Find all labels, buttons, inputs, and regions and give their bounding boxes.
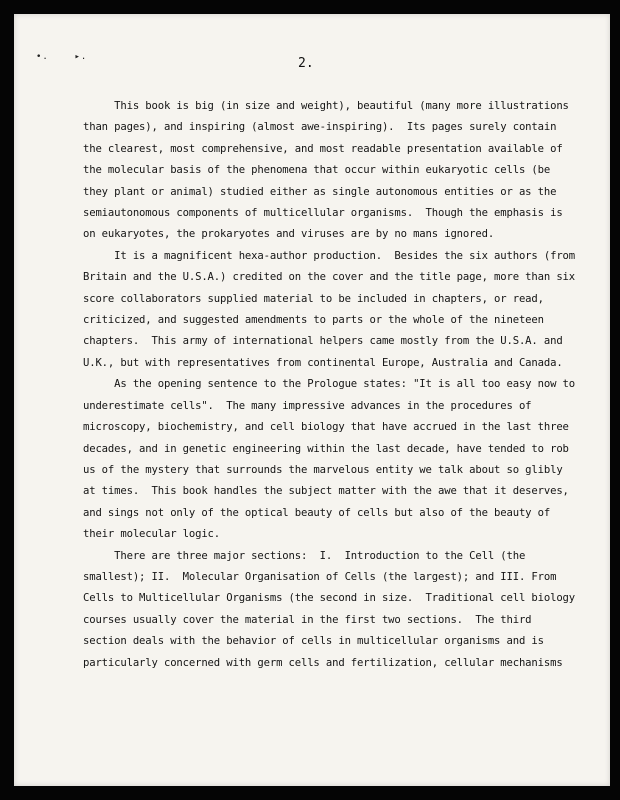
text-line: criticized, and suggested amendments to parts or the whole of the nineteen	[83, 314, 544, 327]
text-line: This book is big (in size and weight), beautiful (many more illustrations	[83, 100, 569, 112]
text-line: underestimate cells". The many impressive advances in the procedures of	[83, 399, 532, 412]
text-line: section deals with the behavior of cells in multicellular organisms and is	[83, 635, 544, 648]
text-line: on eukaryotes, the prokaryotes and viruses are by no mans ignored.	[83, 228, 495, 241]
document-page	[14, 14, 610, 786]
text-line: Cells to Multicellular Organisms (the second in size. Traditional cell biology	[83, 592, 576, 605]
paragraph-1	[83, 96, 569, 246]
page-number: 2.	[298, 56, 314, 71]
text-line: at times. This book handles the subject matter with the awe that it deserves,	[83, 485, 569, 498]
text-line: the molecular basis of the phenomena that occur within eukaryotic cells (be	[83, 164, 551, 177]
text-line: score collaborators supplied material to be included in chapters, or read,	[83, 292, 544, 305]
text-line: chapters. This army of international helpers came mostly from the U.S.A. and	[83, 335, 563, 348]
text-line: than pages), and inspiring (almost awe-inspiring). Its pages surely contain	[83, 121, 557, 134]
text-line: Britain and the U.S.A.) credited on the cover and the title page, more than six	[83, 271, 576, 284]
text-line: us of the mystery that surrounds the marvelous entity we talk about so glibly	[83, 463, 563, 476]
text-line: decades, and in genetic engineering within the last decade, have tended to rob	[83, 442, 569, 455]
text-line: U.K., but with representatives from continental Europe, Australia and Canada.	[83, 356, 563, 369]
text-line: It is a magnificent hexa-author production. Besides the six authors (from	[83, 249, 576, 262]
text-line: semiautonomous components of multicellular organisms. Though the emphasis is	[83, 207, 563, 220]
text-line: particularly concerned with germ cells and fertilization, cellular mechanisms	[83, 656, 563, 669]
paragraph-2	[83, 246, 576, 374]
body-text	[83, 96, 576, 674]
paragraph-4	[83, 546, 576, 674]
text-line: the clearest, most comprehensive, and most readable presentation available of	[83, 142, 563, 155]
text-line: they plant or animal) studied either as single autonomous entities or as the	[83, 185, 557, 198]
text-line: their molecular logic.	[83, 528, 221, 541]
text-line: There are three major sections: I. Introduction to the Cell (the	[83, 549, 526, 562]
corner-marks: •. ▸.	[36, 52, 88, 62]
text-line: courses usually cover the material in the first two sections. The third	[83, 613, 532, 626]
paragraph-3	[83, 374, 576, 545]
text-line: As the opening sentence to the Prologue states: "It is all too easy now to	[83, 378, 576, 391]
text-line: and sings not only of the optical beauty of cells but also of the beauty of	[83, 506, 551, 519]
text-line: smallest); II. Molecular Organisation of Cells (the largest); and III. From	[83, 570, 557, 583]
text-line: microscopy, biochemistry, and cell biology that have accrued in the last three	[83, 421, 569, 434]
